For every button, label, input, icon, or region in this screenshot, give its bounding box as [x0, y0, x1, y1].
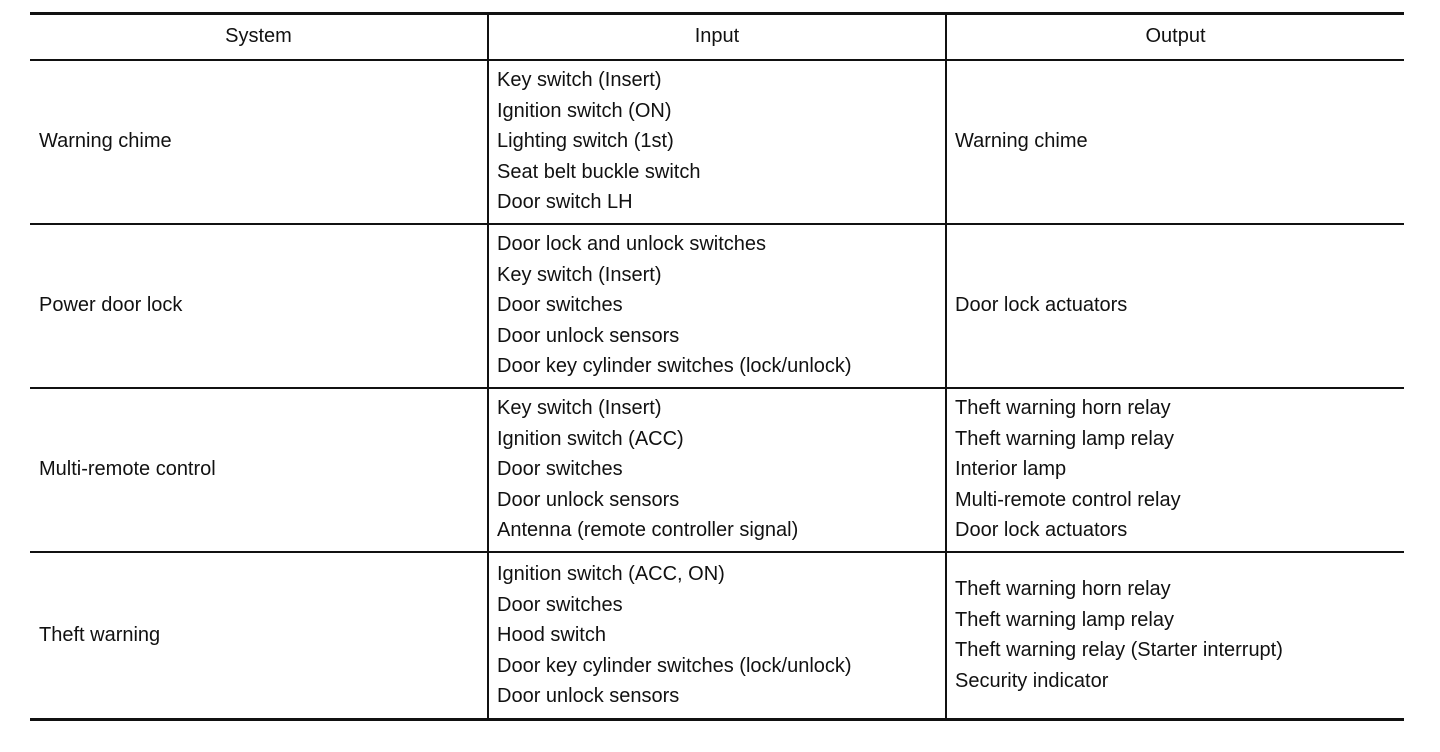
system-io-table-wrapper — [30, 12, 1404, 721]
system-io-table — [30, 12, 1404, 721]
input-item: Lighting switch (1st) — [497, 130, 674, 153]
table-row — [30, 388, 1404, 552]
table-header — [30, 14, 1404, 60]
output-item: Security indicator — [955, 669, 1109, 692]
input-item: Door unlock sensors — [497, 324, 680, 347]
input-item: Antenna (remote controller signal) — [497, 519, 799, 542]
input-item: Door unlock sensors — [497, 685, 680, 707]
output-item: Theft warning lamp relay — [955, 608, 1174, 631]
system-cell: Warning chime — [30, 60, 488, 224]
output-item: Theft warning lamp relay — [955, 427, 1174, 450]
input-item: Door key cylinder switches (lock/unlock) — [497, 355, 852, 378]
output-cell — [946, 224, 1404, 388]
input-item: Door key cylinder switches (lock/unlock) — [497, 654, 852, 677]
input-item: Door unlock sensors — [497, 488, 680, 511]
input-cell — [488, 224, 946, 388]
output-cell — [946, 388, 1404, 552]
header-row — [30, 14, 1404, 60]
table-row — [30, 552, 1404, 720]
output-item: Multi-remote control relay — [955, 488, 1181, 511]
system-cell: Multi-remote control — [30, 388, 488, 552]
header-output: Output — [946, 14, 1404, 60]
input-item: Door switches — [497, 294, 623, 317]
header-system: System — [30, 14, 488, 60]
input-item: Door switch LH — [497, 191, 633, 214]
input-item: Ignition switch (ACC) — [497, 427, 684, 450]
input-item: Ignition switch (ACC, ON) — [497, 563, 725, 585]
input-item: Key switch (Insert) — [497, 263, 662, 286]
output-item: Door lock actuators — [955, 294, 1128, 317]
input-cell — [488, 60, 946, 224]
input-cell — [488, 552, 946, 720]
output-item: Warning chime — [955, 130, 1088, 153]
header-input: Input — [488, 14, 946, 60]
output-item: Interior lamp — [955, 458, 1067, 481]
table-body — [30, 60, 1404, 720]
input-item: Hood switch — [497, 624, 606, 646]
input-item: Key switch (Insert) — [497, 397, 662, 420]
system-cell: Theft warning — [30, 552, 488, 720]
input-item: Key switch (Insert) — [497, 69, 662, 92]
output-item: Theft warning horn relay — [955, 397, 1171, 420]
input-item: Door switches — [497, 593, 623, 616]
table-row — [30, 60, 1404, 224]
input-item: Door switches — [497, 458, 623, 481]
output-item: Door lock actuators — [955, 519, 1128, 542]
table-row — [30, 224, 1404, 388]
output-cell — [946, 552, 1404, 720]
system-cell: Power door lock — [30, 224, 488, 388]
input-item: Seat belt buckle switch — [497, 160, 701, 183]
output-item: Theft warning horn relay — [955, 578, 1171, 601]
output-cell — [946, 60, 1404, 224]
input-item: Door lock and unlock switches — [497, 233, 767, 256]
input-cell — [488, 388, 946, 552]
input-item: Ignition switch (ON) — [497, 99, 672, 122]
output-item: Theft warning relay (Starter interrupt) — [955, 639, 1283, 662]
